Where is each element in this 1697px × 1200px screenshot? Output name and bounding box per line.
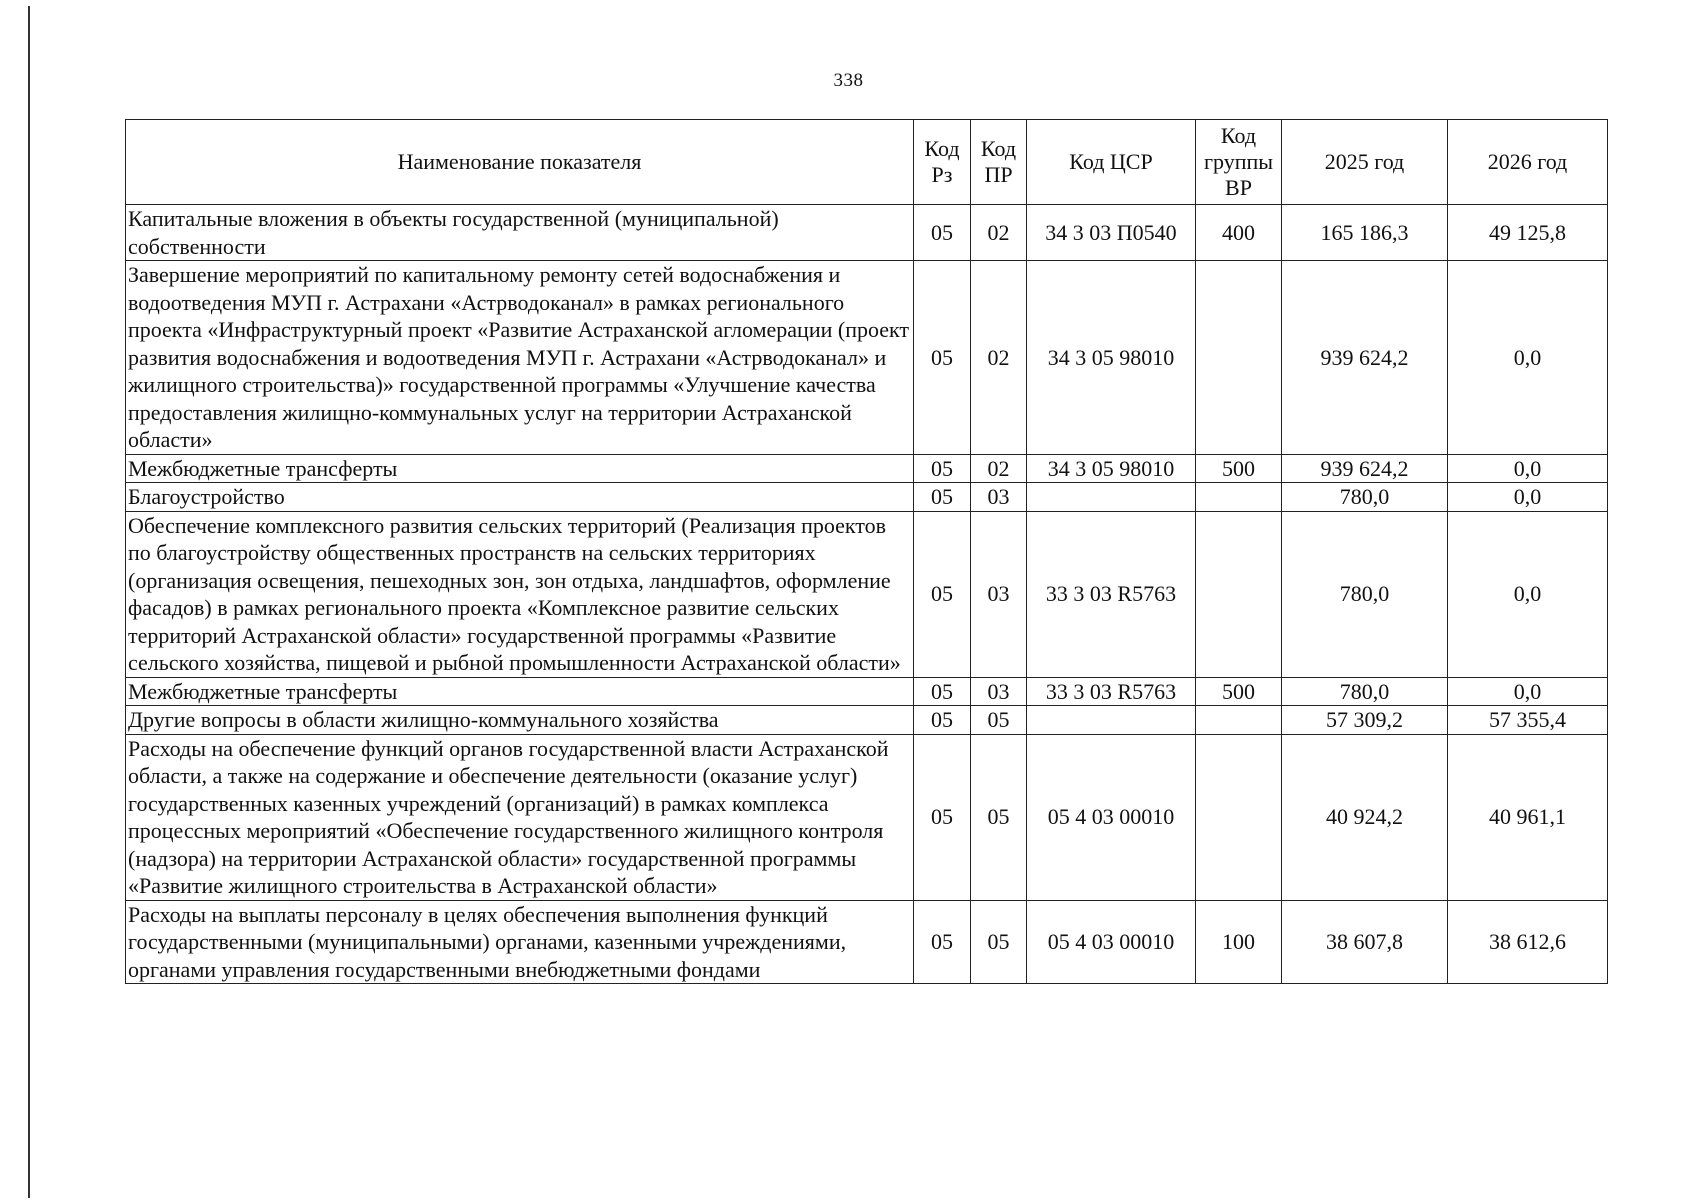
- row-2026: 57 355,4: [1448, 706, 1608, 735]
- row-csr: [1027, 483, 1196, 512]
- row-2025: 939 624,2: [1282, 454, 1448, 483]
- row-2025: 57 309,2: [1282, 706, 1448, 735]
- row-rz: 05: [914, 454, 971, 483]
- table-row: [126, 261, 1608, 455]
- row-rz: 05: [914, 261, 971, 455]
- page-binding-line: [28, 6, 30, 1198]
- row-2025: 165 186,3: [1282, 205, 1448, 261]
- table-row: [126, 900, 1608, 984]
- header-2026: 2026 год: [1448, 120, 1608, 205]
- row-vr: 400: [1196, 205, 1282, 261]
- row-vr: [1196, 261, 1282, 455]
- row-rz: 05: [914, 900, 971, 984]
- row-pr: 03: [971, 483, 1027, 512]
- row-2026: 0,0: [1448, 483, 1608, 512]
- row-2025: 38 607,8: [1282, 900, 1448, 984]
- row-vr: 500: [1196, 677, 1282, 706]
- row-rz: 05: [914, 511, 971, 677]
- row-vr: 100: [1196, 900, 1282, 984]
- row-rz: 05: [914, 734, 971, 900]
- row-pr: 05: [971, 900, 1027, 984]
- row-name: Другие вопросы в области жилищно-коммунального хозяйства: [126, 706, 914, 735]
- table-row: [126, 454, 1608, 483]
- row-2026: 40 961,1: [1448, 734, 1608, 900]
- row-vr: [1196, 511, 1282, 677]
- row-pr: 05: [971, 734, 1027, 900]
- table-row: [126, 205, 1608, 261]
- row-rz: 05: [914, 483, 971, 512]
- row-2026: 38 612,6: [1448, 900, 1608, 984]
- row-2026: 0,0: [1448, 454, 1608, 483]
- row-2026: 0,0: [1448, 511, 1608, 677]
- row-csr: [1027, 706, 1196, 735]
- header-csr: Код ЦСР: [1027, 120, 1196, 205]
- row-pr: 05: [971, 706, 1027, 735]
- row-name: Благоустройство: [126, 483, 914, 512]
- row-2026: 0,0: [1448, 261, 1608, 455]
- row-vr: 500: [1196, 454, 1282, 483]
- row-rz: 05: [914, 205, 971, 261]
- header-2025: 2025 год: [1282, 120, 1448, 205]
- row-csr: 34 3 03 П0540: [1027, 205, 1196, 261]
- row-2026: 49 125,8: [1448, 205, 1608, 261]
- row-pr: 03: [971, 511, 1027, 677]
- row-name: Расходы на выплаты персоналу в целях обеспечения выполнения функций государственными (муниципальными) органами, казенными учреждениями, органами управления государственными внебюджетными фондами: [126, 900, 914, 984]
- row-2025: 780,0: [1282, 511, 1448, 677]
- header-name: Наименование показателя: [126, 120, 914, 205]
- header-pr: Код ПР: [971, 120, 1027, 205]
- budget-table: [125, 119, 1608, 984]
- table-row: [126, 734, 1608, 900]
- row-vr: [1196, 734, 1282, 900]
- page-number: 338: [833, 70, 864, 91]
- table-row: [126, 677, 1608, 706]
- row-2026: 0,0: [1448, 677, 1608, 706]
- table-row: [126, 511, 1608, 677]
- row-pr: 03: [971, 677, 1027, 706]
- row-name: Межбюджетные трансферты: [126, 677, 914, 706]
- row-csr: 34 3 05 98010: [1027, 261, 1196, 455]
- header-vr: Код группы ВР: [1196, 120, 1282, 205]
- row-name: Расходы на обеспечение функций органов государственной власти Астраханской области, а также на содержание и обеспечение деятельности (оказание услуг) государственных казенных учреждений (организаций) в рамках комплекса процессных мероприятий «Обеспечение государственного жилищного контроля (надзора) на территории Астраханской области» государственной программы «Развитие жилищного строительства в Астраханской области»: [126, 734, 914, 900]
- row-name: Капитальные вложения в объекты государственной (муниципальной) собственности: [126, 205, 914, 261]
- row-rz: 05: [914, 706, 971, 735]
- row-name: Завершение мероприятий по капитальному ремонту сетей водоснабжения и водоотведения МУП г. Астрахани «Астрводоканал» в рамках регионального проекта «Инфраструктурный проект «Развитие Астраханской агломерации (проект развития водоснабжения и водоотведения МУП г. Астрахани «Астрводоканал» и жилищного строительства)» государственной программы «Улучшение качества предоставления жилищно-коммунальных услуг на территории Астраханской области»: [126, 261, 914, 455]
- row-csr: 33 3 03 R5763: [1027, 511, 1196, 677]
- row-pr: 02: [971, 454, 1027, 483]
- header-rz: Код Рз: [914, 120, 971, 205]
- row-name: Обеспечение комплексного развития сельских территорий (Реализация проектов по благоустройству общественных пространств на сельских территориях (организация освещения, пешеходных зон, зон отдыха, ландшафтов, оформление фасадов) в рамках регионального проекта «Комплексное развитие сельских территорий Астраханской области» государственной программы «Развитие сельского хозяйства, пищевой и рыбной промышленности Астраханской области»: [126, 511, 914, 677]
- row-pr: 02: [971, 205, 1027, 261]
- row-2025: 780,0: [1282, 677, 1448, 706]
- row-rz: 05: [914, 677, 971, 706]
- table-row: [126, 706, 1608, 735]
- row-csr: 34 3 05 98010: [1027, 454, 1196, 483]
- table-row: [126, 483, 1608, 512]
- row-csr: 05 4 03 00010: [1027, 734, 1196, 900]
- row-vr: [1196, 706, 1282, 735]
- row-vr: [1196, 483, 1282, 512]
- row-pr: 02: [971, 261, 1027, 455]
- row-2025: 40 924,2: [1282, 734, 1448, 900]
- row-csr: 33 3 03 R5763: [1027, 677, 1196, 706]
- table-header-row: [126, 120, 1608, 205]
- row-2025: 939 624,2: [1282, 261, 1448, 455]
- row-2025: 780,0: [1282, 483, 1448, 512]
- row-name: Межбюджетные трансферты: [126, 454, 914, 483]
- row-csr: 05 4 03 00010: [1027, 900, 1196, 984]
